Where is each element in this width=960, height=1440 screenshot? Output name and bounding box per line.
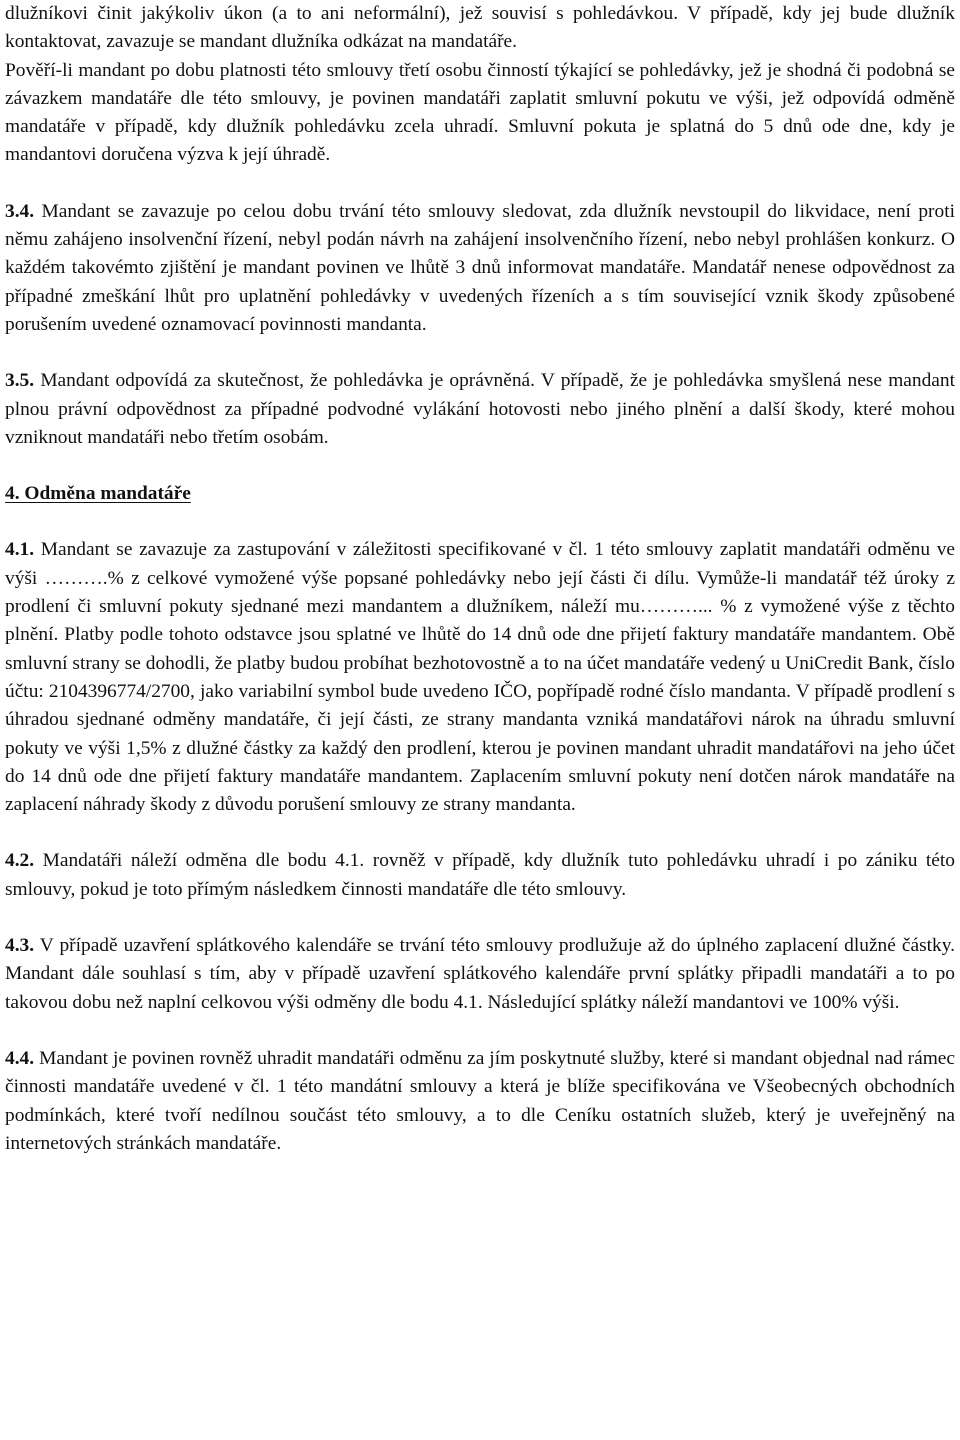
section-4-2 [5, 847, 955, 904]
section-text: Mandant se zavazuje po celou dobu trvání této smlouvy sledovat, zda dlužník nevstoupil do likvidace, není proti němu zahájeno insolvenční řízení, nebyl podán návrh na zahájení insolvenčního řízení, nebo nebyl prohlášen konkurz. O každém takovémto zjištění je mandant povinen ve lhůtě 3 dnů informovat mandatáře. Mandatář nenese odpovědnost za případné zmeškání lhůt pro uplatnění pohledávky v uvedených řízeních a s tím související vznik škody způsobené porušením uvedené oznamovací povinnosti mandanta. [5, 200, 955, 335]
section-number: 4.1. [5, 539, 35, 561]
section-text: Mandant odpovídá za skutečnost, že pohledávka je oprávněná. V případě, že je pohledávka smyšlená nese mandant plnou právní odpovědnost za případné podvodné vylákání hotovosti nebo jiného plnění a další škody, které mohou vzniknout mandatáři nebo třetím osobám. [5, 370, 955, 448]
section-number: 4.3. [5, 935, 35, 957]
heading-number: 4. [5, 483, 20, 505]
heading-odmena-mandatare [5, 480, 955, 508]
section-number: 3.4. [5, 200, 35, 222]
contract-page [5, 0, 955, 1158]
section-4-1 [5, 536, 955, 819]
section-text: V případě uzavření splátkového kalendáře se trvání této smlouvy prodlužuje až do úplného zaplacení dlužné částky. Mandant dále souhlasí s tím, aby v případě uzavření splátkového kalendáře první splátky připadli mandatáři a to po takovou dobu než naplní celkovou výši odměny dle bodu 4.1. Následující splátky náleží mandantovi ve 100% výši. [5, 935, 956, 1013]
section-3-5 [5, 367, 955, 452]
section-text: Mandant je povinen rovněž uhradit mandatáři odměnu za jím poskytnuté služby, které si mandant objednal nad rámec činnosti mandatáře uvedené v čl. 1 této mandátní smlouvy a která je blíže specifikována ve Všeobecných obchodních podmínkách, které tvoří nedílnou součást této smlouvy, a to dle Ceníku ostatních služeb, který je uveřejněný na internetových stránkách mandatáře. [5, 1047, 955, 1154]
section-number: 4.4. [5, 1047, 35, 1069]
section-text: Mandatáři náleží odměna dle bodu 4.1. rovněž v případě, kdy dlužník tuto pohledávku uhradí i po zániku této smlouvy, pokud je toto přímým následkem činnosti mandatáře dle této smlouvy. [5, 850, 955, 900]
section-text: Mandant se zavazuje za zastupování v záležitosti specifikované v čl. 1 této smlouvy zaplatit mandatáři odměnu ve výši ……….% z celkové vymožené výše popsané pohledávky nebo její části či dílu. Vymůže-li mandatář též úroky z prodlení či smluvní pokuty sjednané mezi mandantem a dlužníkem, náleží mu………... % z vymožené výše z těchto plnění. Platby podle tohoto odstavce jsou splatné ve lhůtě do 14 dnů ode dne přijetí faktury mandatáře mandantem. Obě smluvní strany se dohodli, že platby budou probíhat bezhotovostně a to na účet mandatáře vedený u UniCredit Bank, číslo účtu: 2104396774/2700, jako variabilní symbol bude uvedeno IČO, popřípadě rodné číslo mandanta. V případě prodlení s úhradou sjednané odměny mandatáře, či její části, ze strany mandanta vzniká mandatářovi nárok na úhradu smluvní pokuty ve výši 1,5% z dlužné částky za každý den prodlení, kterou je povinen mandant uhradit mandatářovi na jeho účet do 14 dnů ode dne přijetí faktury mandatáře mandantem. Zaplacením smluvní pokuty není dotčen nárok mandatáře na zaplacení náhrady škody z důvodu porušení smlouvy ze strany mandanta. [5, 539, 955, 816]
section-number: 4.2. [5, 850, 35, 872]
section-4-3 [5, 932, 955, 1017]
paragraph-intro-b: Pověří-li mandant po dobu platnosti této smlouvy třetí osobu činností týkající se pohledávky, jež je shodná či podobná se závazkem mandatáře dle této smlouvy, je povinen mandatáři zaplatit smluvní pokutu ve výši, jež odpovídá odměně mandatáře v případě, kdy dlužník pohledávku zcela uhradí. Smluvní pokuta je splatná do 5 dnů ode dne, kdy je mandantovi doručena výzva k její úhradě. [5, 59, 955, 166]
section-number: 3.5. [5, 370, 35, 392]
heading-title: Odměna mandatáře [24, 483, 191, 505]
paragraph-intro-a: dlužníkovi činit jakýkoliv úkon (a to ani neformální), jež souvisí s pohledávkou. V případě, kdy jej bude dlužník kontaktovat, zavazuje se mandant dlužníka odkázat na mandatáře. [5, 3, 955, 53]
section-4-4 [5, 1045, 955, 1158]
section-3-4 [5, 198, 955, 339]
